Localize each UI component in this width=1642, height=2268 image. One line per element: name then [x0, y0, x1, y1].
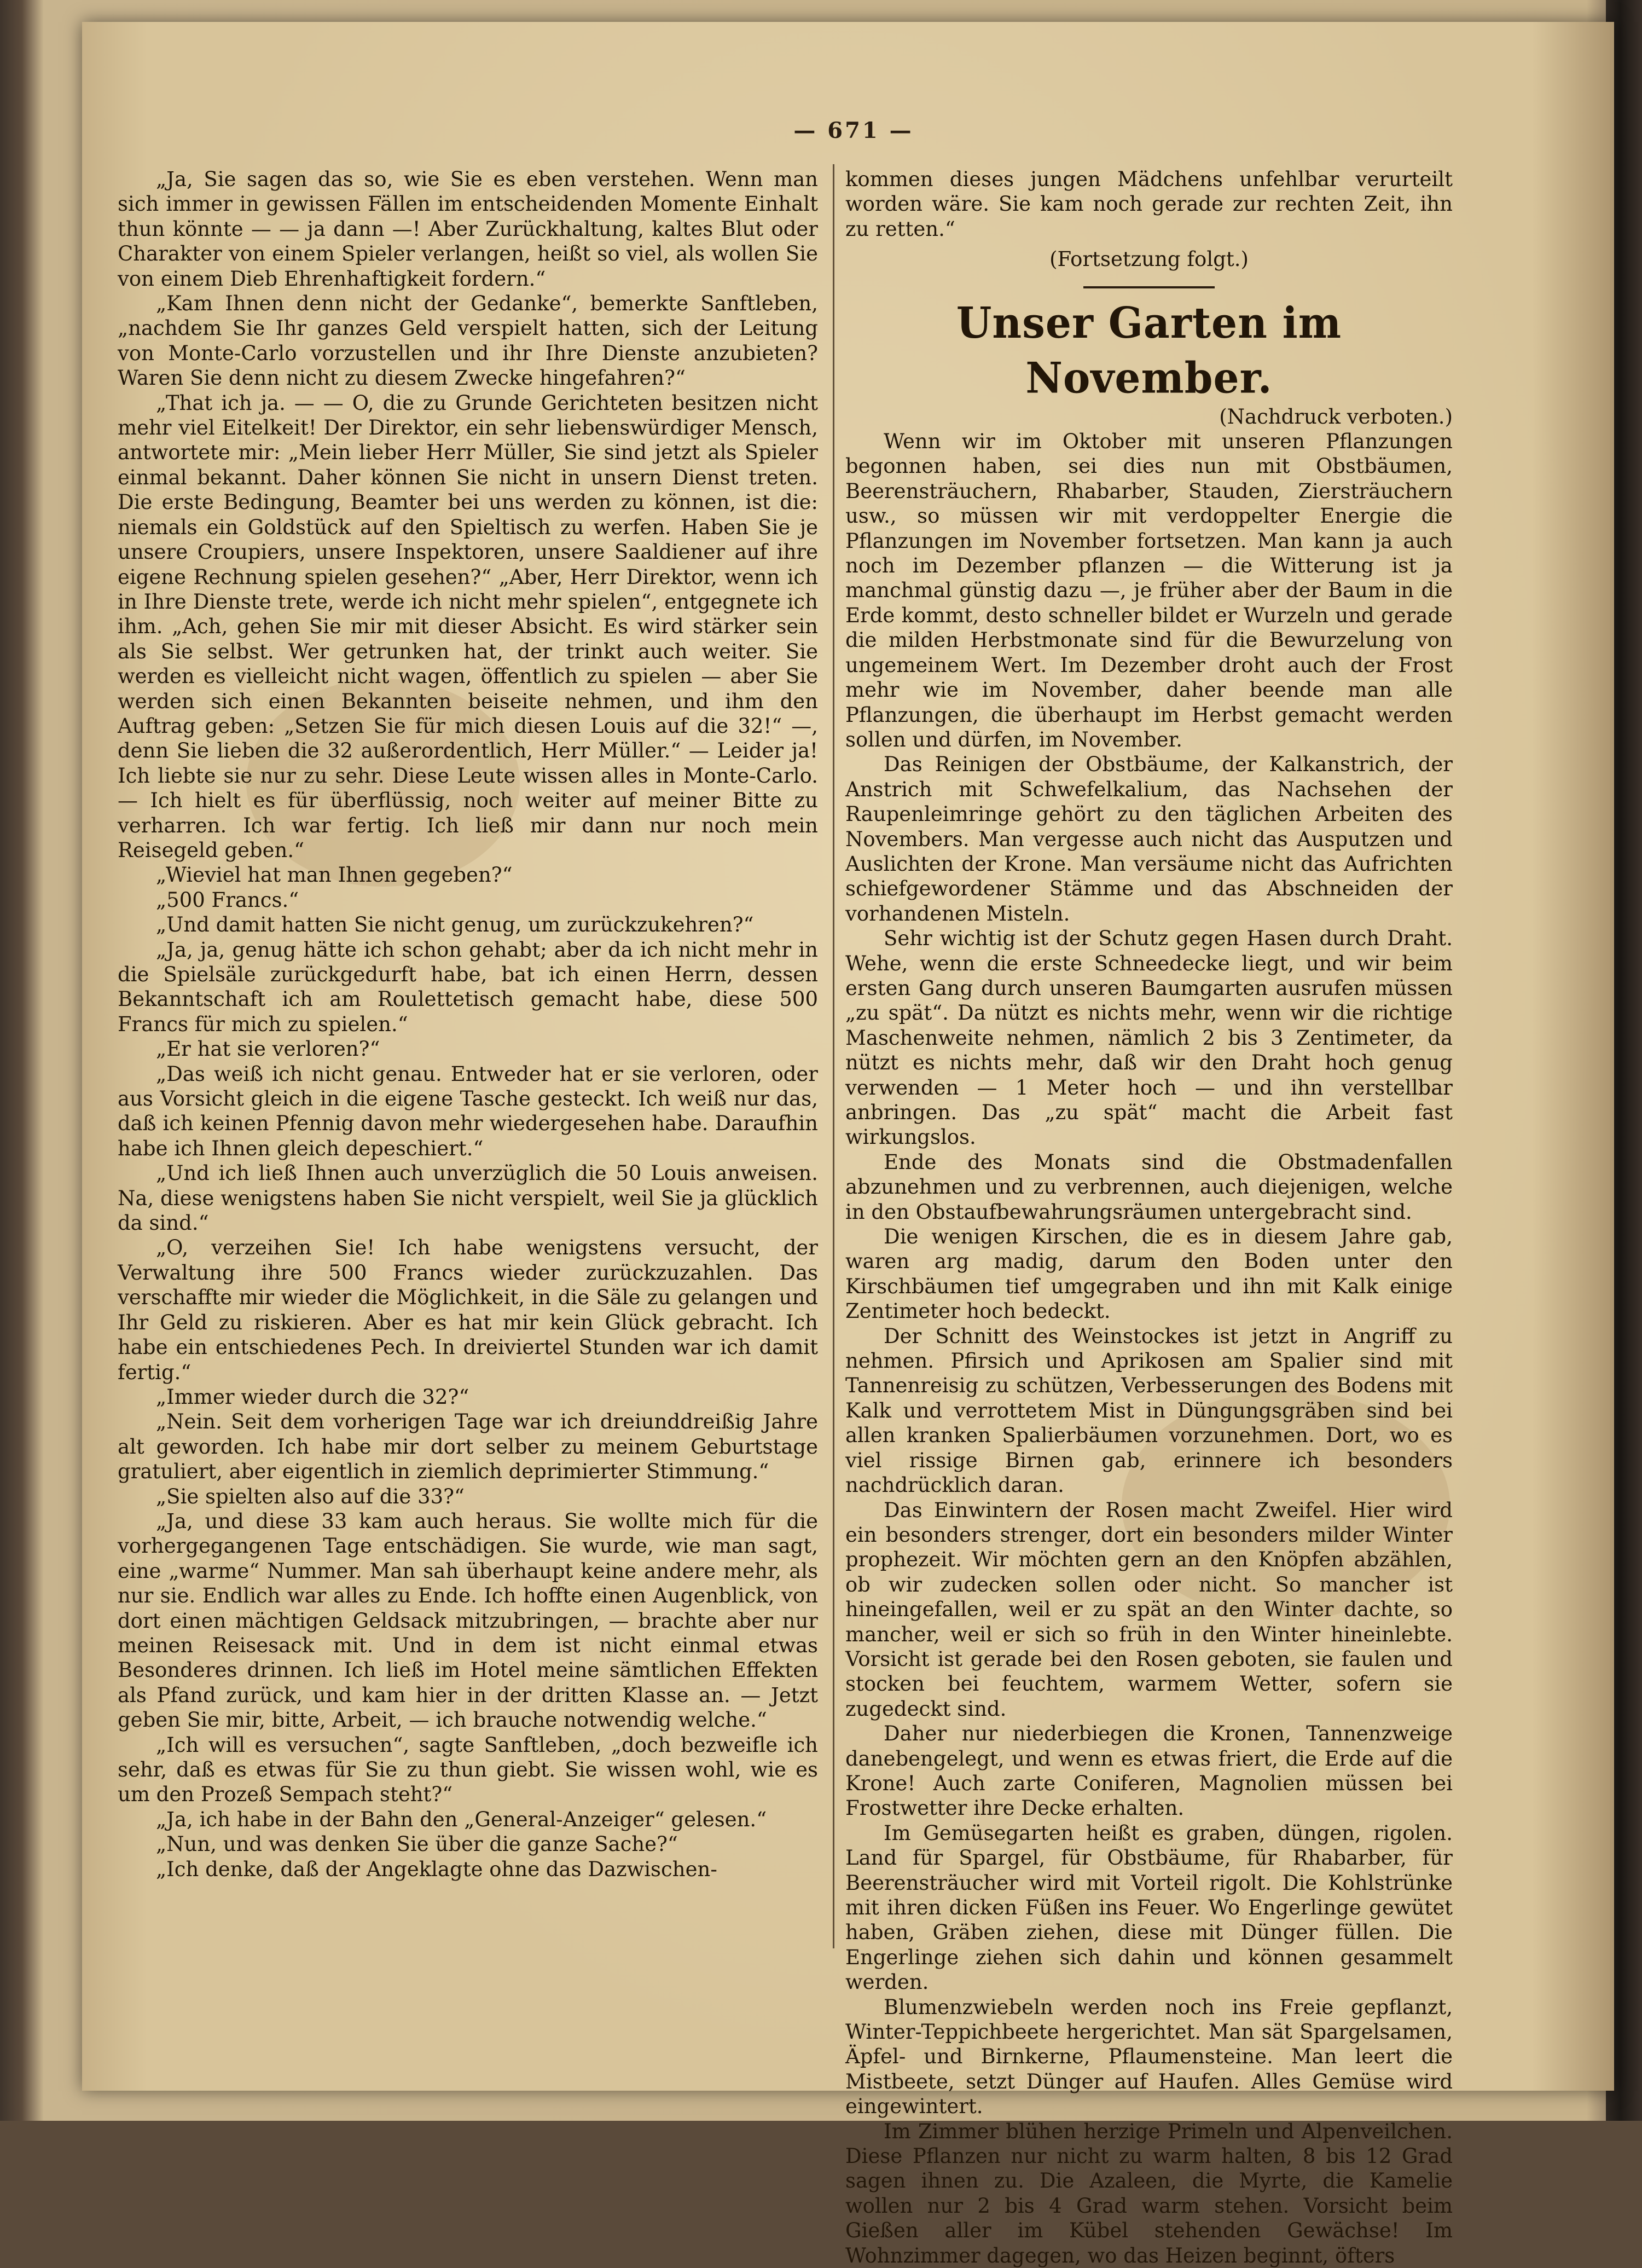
paragraph: „Immer wieder durch die 32?“	[156, 1385, 469, 1409]
paragraph: Blumenzwiebeln werden noch ins Freie gepflanzt, Winter-Teppichbeete hergerichtet. Man sät Spargelsamen, Äpfel- und Birnkerne, Pflaumensteine. Man leert die Mistbeete, setzt Dünger auf Haufen. Alles Gemüse wird eingewintert.	[845, 1995, 1453, 2119]
paragraph: „Kam Ihnen denn nicht der Gedanke“, bemerkte Sanftleben, „nachdem Sie Ihr ganzes Geld verspielt hatten, sich der Leitung von Monte-Carlo vorzustellen und ihr Ihre Dienste anzubieten? Waren Sie denn nicht zu diesem Zwecke hingefahren?“	[118, 292, 818, 390]
paragraph: Ende des Monats sind die Obstmadenfallen abzunehmen und zu verbrennen, auch diejenigen, welche in den Obstaufbewahrungsräumen untergebracht sind.	[845, 1150, 1453, 1224]
paragraph: Das Reinigen der Obstbäume, der Kalkanstrich, der Anstrich mit Schwefelkalium, das Nachsehen der Raupenleimringe gehört zu den täglichen Arbeiten des Novembers. Man vergesse auch nicht das Ausputzen und Auslichten der Krone. Man versäume nicht das Aufrichten schiefgewordener Stämme und das Abschneiden der vorhandenen Misteln.	[845, 753, 1453, 925]
paragraph: „Und ich ließ Ihnen auch unverzüglich die 50 Louis anweisen. Na, diese wenigstens haben Sie nicht verspielt, weil Sie ja glücklich da sind.“	[118, 1161, 818, 1235]
article-title: Unser Garten im November.	[956, 298, 1342, 403]
story-continuation: kommen dieses jungen Mädchens unfehlbar verurteilt worden wäre. Sie kam noch gerade zur rechten Zeit, ihn zu retten.“	[845, 167, 1453, 241]
section-rule	[1083, 286, 1215, 288]
paragraph: „Ja, und diese 33 kam auch heraus. Sie wollte mich für die vorhergegangenen Tage entschädigen. Sie wurde, wie man sagt, eine „warme“ Nummer. Man sah überhaupt keine andere mehr, als nur sie. Endlich war alles zu Ende. Ich hoffte einen Augenblick, von dort einen mächtigen Geldsack mitzubringen, — brachte aber nur meinen Reisesack mit. Und in dem ist nicht einmal etwas Besonderes drinnen. Ich ließ im Hotel meine sämtlichen Effekten als Pfand zurück, und kam hier in der dritten Klasse an. — Jetzt geben Sie mir, bitte, Arbeit, — ich brauche notwendig welche.“	[118, 1509, 818, 1732]
paragraph: „That ich ja. — — O, die zu Grunde Gerichteten besitzen nicht mehr viel Eitelkeit! Der Direktor, ein sehr liebenswürdiger Mensch, antwortete mir: „Mein lieber Herr Müller, Sie sind jetzt als Spieler einmal bekannt. Daher können Sie nicht in unsern Dienst treten. Die erste Bedingung, Beamter bei uns werden zu können, ist die: niemals ein Goldstück auf den Spieltisch zu werfen. Haben Sie je unsere Croupiers, unsere Inspektoren, unsere Saaldiener auf ihre eigene Rechnung spielen gesehen?“ „Aber, Herr Direktor, wenn ich in Ihre Dienste trete, werde ich nicht mehr spielen“, entgegnete ich ihm. „Ach, gehen Sie mir mit dieser Absicht. Es wird stärker sein als Sie selbst. Wer getrunken hat, der trinkt auch weiter. Sie werden es vielleicht nicht wagen, öffentlich zu spielen — aber Sie werden sich einen Bekannten beiseite nehmen, und ihm den Auftrag geben: „Setzen Sie für mich diesen Louis auf die 32!“ —, denn Sie lieben die 32 außerordentlich, Herr Müller.“ — Leider ja! Ich liebte sie nur zu sehr. Diese Leute wissen alles in Monte-Carlo. — Ich hielt es für überflüssig, noch weiter auf meiner Bitte zu verharren. Ich war fertig. Ich ließ mir dann nur noch mein Reisegeld geben.“	[118, 391, 818, 862]
paragraph: „Wieviel hat man Ihnen gegeben?“	[156, 863, 513, 887]
paragraph: „Ja, ich habe in der Bahn den „General-Anzeiger“ gelesen.“	[156, 1807, 767, 1831]
paragraph: Im Gemüsegarten heißt es graben, düngen, rigolen. Land für Spargel, für Obstbäume, für Rhabarber, für Beerensträucher wird mit Vorteil rigolt. Die Kohlstrünke mit ihren dicken Füßen ins Feuer. Wo Engerlinge gewütet haben, Gräben ziehen, diese mit Dünger füllen. Die Engerlinge ziehen sich dahin und können gesammelt werden.	[845, 1821, 1453, 1994]
paragraph: Sehr wichtig ist der Schutz gegen Hasen durch Draht. Wehe, wenn die erste Schneedecke liegt, und wir beim ersten Gang durch unseren Baumgarten ausrufen müssen „zu spät“. Da nützt es nichts mehr, wenn wir die richtige Maschenweite nehmen, nämlich 2 bis 3 Zentimeter, da nützt es nichts mehr, daß wir den Draht hoch genug verwenden — 1 Meter hoch — und ihn verstellbar anbringen. Das „zu spät“ macht die Arbeit fast wirkungslos.	[845, 927, 1453, 1149]
paragraph: „Er hat sie verloren?“	[156, 1037, 380, 1061]
right-column	[845, 167, 1453, 2268]
paragraph: „Und damit hatten Sie nicht genug, um zurückzukehren?“	[156, 913, 754, 937]
paragraph: „Ich will es versuchen“, sagte Sanftleben, „doch bezweifle ich sehr, daß es etwas für Sie zu thun giebt. Sie wissen wohl, wie es um den Prozeß Sempach steht?“	[118, 1733, 818, 1807]
left-column	[118, 167, 818, 1882]
paragraph: Im Zimmer blühen herzige Primeln und Alpenveilchen. Diese Pflanzen nur nicht zu warm halten, 8 bis 12 Grad sagen ihnen zu. Die Azaleen, die Myrte, die Kamelie wollen nur 2 bis 4 Grad warm stehen. Vorsicht beim Gießen aller im Kübel stehenden Gewächse! Im Wohnzimmer dagegen, wo das Heizen beginnt, öfters	[845, 2119, 1453, 2267]
paragraph: Wenn wir im Oktober mit unseren Pflanzungen begonnen haben, sei dies nun mit Obstbäumen, Beerensträuchern, Rhabarber, Stauden, Ziersträuchern usw., so müssen wir mit verdoppelter Energie die Pflanzungen im November fortsetzen. Man kann ja auch noch im Dezember pflanzen — die Witterung ist ja manchmal günstig dazu —, je früher aber der Baum in die Erde kommt, desto schneller bildet er Wurzeln und gerade die milden Herbstmonate sind für die Bewurzelung von ungemeinem Wert. Im Dezember droht auch der Frost mehr wie im November, daher beende man alle Pflanzungen, die überhaupt im Herbst gemacht werden sollen und dürfen, im November.	[845, 430, 1453, 751]
page-number: — 671 —	[793, 118, 914, 143]
paragraph: „Ich denke, daß der Angeklagte ohne das Dazwischen-	[156, 1857, 717, 1881]
paragraph: „Ja, ja, genug hätte ich schon gehabt; aber da ich nicht mehr in die Spielsäle zurückgedurft habe, bat ich einen Herrn, dessen Bekanntschaft ich am Roulettetisch gemacht habe, diese 500 Francs für mich zu spielen.“	[118, 938, 818, 1036]
paragraph: Der Schnitt des Weinstockes ist jetzt in Angriff zu nehmen. Pfirsich und Aprikosen am Spalier sind mit Tannenreisig zu schützen, Verbesserungen des Bodens mit Kalk und verrottetem Mist in Düngungsgräben sind bei allen kranken Spalierbäumen vorzunehmen. Dort, wo es viel rissige Birnen gab, erinnere ich besonders nachdrücklich daran.	[845, 1324, 1453, 1497]
paragraph: „Nun, und was denken Sie über die ganze Sache?“	[156, 1832, 678, 1856]
paragraph: Die wenigen Kirschen, die es in diesem Jahre gab, waren arg madig, darum den Boden unter den Kirschbäumen tief umgegraben und ihn mit Kalk einige Zentimeter hoch bedeckt.	[845, 1225, 1453, 1323]
paragraph: Daher nur niederbiegen die Kronen, Tannenzweige danebengelegt, und wenn es etwas friert, die Erde auf die Krone! Auch zarte Coniferen, Magnolien müssen bei Frostwetter ihre Decke erhalten.	[845, 1722, 1453, 1820]
paragraph: Das Einwintern der Rosen macht Zweifel. Hier wird ein besonders strenger, dort ein besonders milder Winter prophezeit. Wir möchten gern an den Knöpfen abzählen, ob wir zudecken sollen oder nicht. So mancher ist hineingefallen, weil er zu spät an den Winter dachte, so mancher, weil er sich so früh in den Winter hineinlebte. Vorsicht ist gerade bei den Rosen geboten, sie faulen und stocken bei feuchtem, warmem Wetter, sofern sie zugedeckt sind.	[845, 1498, 1453, 1721]
paragraph: „Sie spielten also auf die 33?“	[156, 1484, 465, 1508]
paragraph: „Das weiß ich nicht genau. Entweder hat er sie verloren, oder aus Vorsicht gleich in die eigene Tasche gesteckt. Ich weiß nur das, daß ich keinen Pfennig davon mehr wiedergesehen habe. Daraufhin habe ich Ihnen gleich depeschiert.“	[118, 1062, 818, 1160]
paragraph: „Ja, Sie sagen das so, wie Sie es eben verstehen. Wenn man sich immer in gewissen Fällen im entscheidenden Momente Einhalt thun könnte — — ja dann —! Aber Zurückhaltung, kaltes Blut oder Charakter von einem Spieler verlangen, heißt so viel, als wollen Sie von einem Dieb Ehrenhaftigkeit fordern.“	[118, 167, 818, 291]
paragraph: „O, verzeihen Sie! Ich habe wenigstens versucht, der Verwaltung ihre 500 Francs wieder zurückzuzahlen. Das verschaffte mir wieder die Möglichkeit, in die Säle zu gelangen und Ihr Geld zu riskieren. Aber es hat mir kein Glück gebracht. Ich habe ein entschiedenes Pech. In dreiviertel Stunden war ich damit fertig.“	[118, 1236, 818, 1384]
paragraph: „500 Francs.“	[156, 888, 299, 912]
paragraph: „Nein. Seit dem vorherigen Tage war ich dreiunddreißig Jahre alt geworden. Ich habe mir dort selber zu meinem Geburtstage gratuliert, aber eigentlich in ziemlich deprimierter Stimmung.“	[118, 1410, 818, 1484]
reprint-note: (Nachdruck verboten.)	[1219, 404, 1453, 429]
column-divider	[833, 164, 834, 1948]
to-be-continued: (Fortsetzung folgt.)	[1049, 247, 1249, 271]
